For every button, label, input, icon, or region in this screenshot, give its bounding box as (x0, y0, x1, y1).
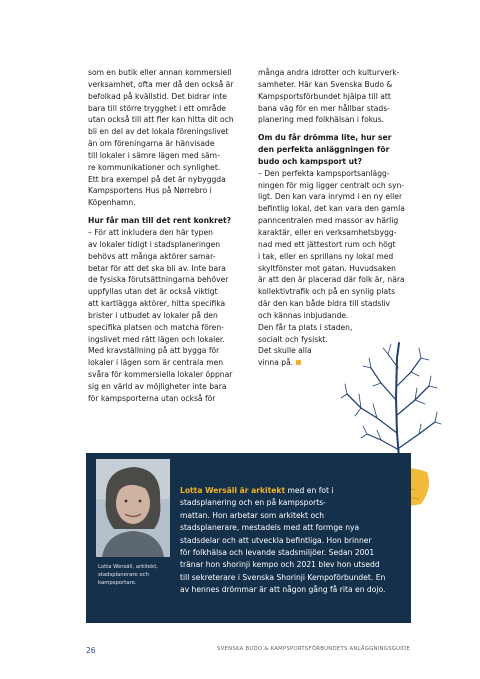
text-line: behövs att många aktörer samar- (88, 251, 216, 261)
bio-line (180, 485, 404, 497)
text-line: svåra för kommersiella lokaler öppnar (88, 370, 233, 380)
text-line: planering med folkhälsan i fokus. (258, 115, 385, 125)
text-line: Den får ta plats i staden, (258, 322, 353, 332)
text-line: uppfyllas utan det är också viktigt (88, 287, 218, 297)
bio-line: till sekreterare i Svenska Shorinji Kempoförbundet. En (180, 572, 386, 582)
text-line: samheter. Här kan Svenska Budo & (258, 79, 393, 89)
section-heading: budo och kampsport ut? (258, 156, 363, 166)
bio-line: stadsplanering och en på kampsports- (180, 498, 326, 508)
text-line: utan också till att fler kan hitta dit och (88, 115, 234, 125)
photo-caption (98, 563, 172, 587)
caption-line: kampsportare. (98, 580, 137, 586)
text-line: Det skulle alla (258, 346, 312, 356)
text-line: där den kan både bidra till stadsliv (258, 299, 390, 309)
text-line: befintlig lokal, det kan vara den gamla (258, 204, 405, 214)
text-line: sig en värld av möjligheter inte bara (88, 381, 227, 391)
bio-line: för folkhälsa och levande stadsmiljöer. Sedan 2001 (180, 548, 375, 558)
text-line: panncentralen med massor av härlig (258, 216, 399, 226)
text-line: kollektivtrafik och på en synlig plats (258, 287, 396, 297)
portrait-photo (96, 459, 170, 557)
text-line: socialt och fysiskt. (258, 334, 328, 344)
text-line: bana väg för en mer hållbar stads- (258, 103, 390, 113)
bio-line: stadsdelar och att utveckla befintliga. Hon brinner (180, 535, 372, 545)
text-line: många andra idrotter och kulturverk- (258, 68, 400, 77)
text-line: till lokaler i sämre lägen med säm- (88, 150, 220, 160)
text-line: Köpenhamn. (88, 198, 136, 208)
text-line: skyltfönster mot gatan. Huvudsaken (258, 263, 396, 273)
text-line: – Den perfekta kampsportsanlägg- (258, 168, 390, 178)
text-line: bara till större trygghet i ett område (88, 103, 226, 113)
text-line: lokaler i lägen som är centrala men (88, 358, 224, 368)
end-mark-icon (296, 360, 301, 365)
bio-line: stadsplanerare, mestadels med att formge nya (180, 523, 360, 533)
text-line: nad med ett jättestort rum och högt (258, 239, 396, 249)
text-line: verksamhet, ofta mer då den också är (88, 79, 234, 89)
text-line: än om föreningarna är hänvisade (88, 139, 215, 149)
page-number: 26 (86, 646, 96, 655)
text-line: ligt. Den kan vara inrymd i en ny eller (258, 192, 403, 202)
section-heading: den perfekta anläggningen för (258, 145, 390, 155)
text-line-end: vinna på. (258, 358, 294, 368)
text-line: och kännas inbjudande. (258, 310, 349, 320)
text-line: karaktär, eller en verksamhetsbygg- (258, 227, 397, 237)
bio-line-rest: med en fot i (285, 486, 334, 495)
text-line: Kampsportens Hus på Nørrebro i (88, 186, 212, 196)
text-line: Med kravställning på att bygga för (88, 346, 220, 356)
section-heading: Hur får man till det rent konkret? (88, 216, 232, 226)
portrait-image (96, 459, 170, 557)
text-line: att kartlägga aktörer, hitta specifika (88, 299, 226, 309)
bio-line: mattan. Hon arbetar som arkitekt och (180, 510, 325, 520)
caption-line: Lotta Wersäll, arkitekt, (98, 564, 158, 570)
text-line: Ett bra exempel på det är nybyggda (88, 174, 226, 184)
text-line: ingslivet med rätt lägen och lokaler. (88, 334, 225, 344)
text-line: Kampsportsförbundet hjälpa till att (258, 91, 391, 101)
caption-line: stadsplanerare och (98, 572, 149, 578)
section-heading: Om du får drömma lite, hur ser (258, 133, 392, 143)
text-line: i tak, eller en sprillans ny lokal med (258, 251, 394, 261)
bio-line: av hennes drömmar är att någon gång få rita en dojo. (180, 585, 386, 595)
bio-name: Lotta Wersäll är arkitekt (180, 486, 286, 495)
text-line: specifika platsen och matcha fören- (88, 322, 224, 332)
bio-text (180, 485, 404, 597)
right-column (258, 67, 433, 369)
text-line: befolkad på kvällstid. Det bidrar inte (88, 91, 227, 101)
text-line: är att den är placerad där folk är, nära (258, 275, 405, 285)
bio-line: tränar hon shorinji kempo och 2021 blev hon utsedd (180, 560, 380, 570)
footer-title: SVENSKA BUDO & KAMPSPORTSFÖRBUNDETS ANLÄGGNINGSGUIDE (217, 646, 410, 652)
text-line: brister i utbudet av lokaler på den (88, 310, 218, 320)
text-line: bli en del av det lokala föreningslivet (88, 127, 229, 137)
left-column (88, 67, 258, 405)
text-line: de fysiska förutsättningarna behöver (88, 275, 229, 285)
text-line: betar för att det ska bli av. Inte bara (88, 263, 226, 273)
text-line: – För att inkludera den här typen (88, 227, 213, 237)
text-line: re kommunikationer och synlighet. (88, 162, 221, 172)
text-line: som en butik eller annan kommersiell (88, 68, 232, 77)
text-line: för kampsporterna utan också för (88, 393, 216, 403)
text-line: ningen för mig ligger centralt och syn- (258, 180, 405, 190)
text-line: av lokaler tidigt i stadsplaneringen (88, 239, 221, 249)
